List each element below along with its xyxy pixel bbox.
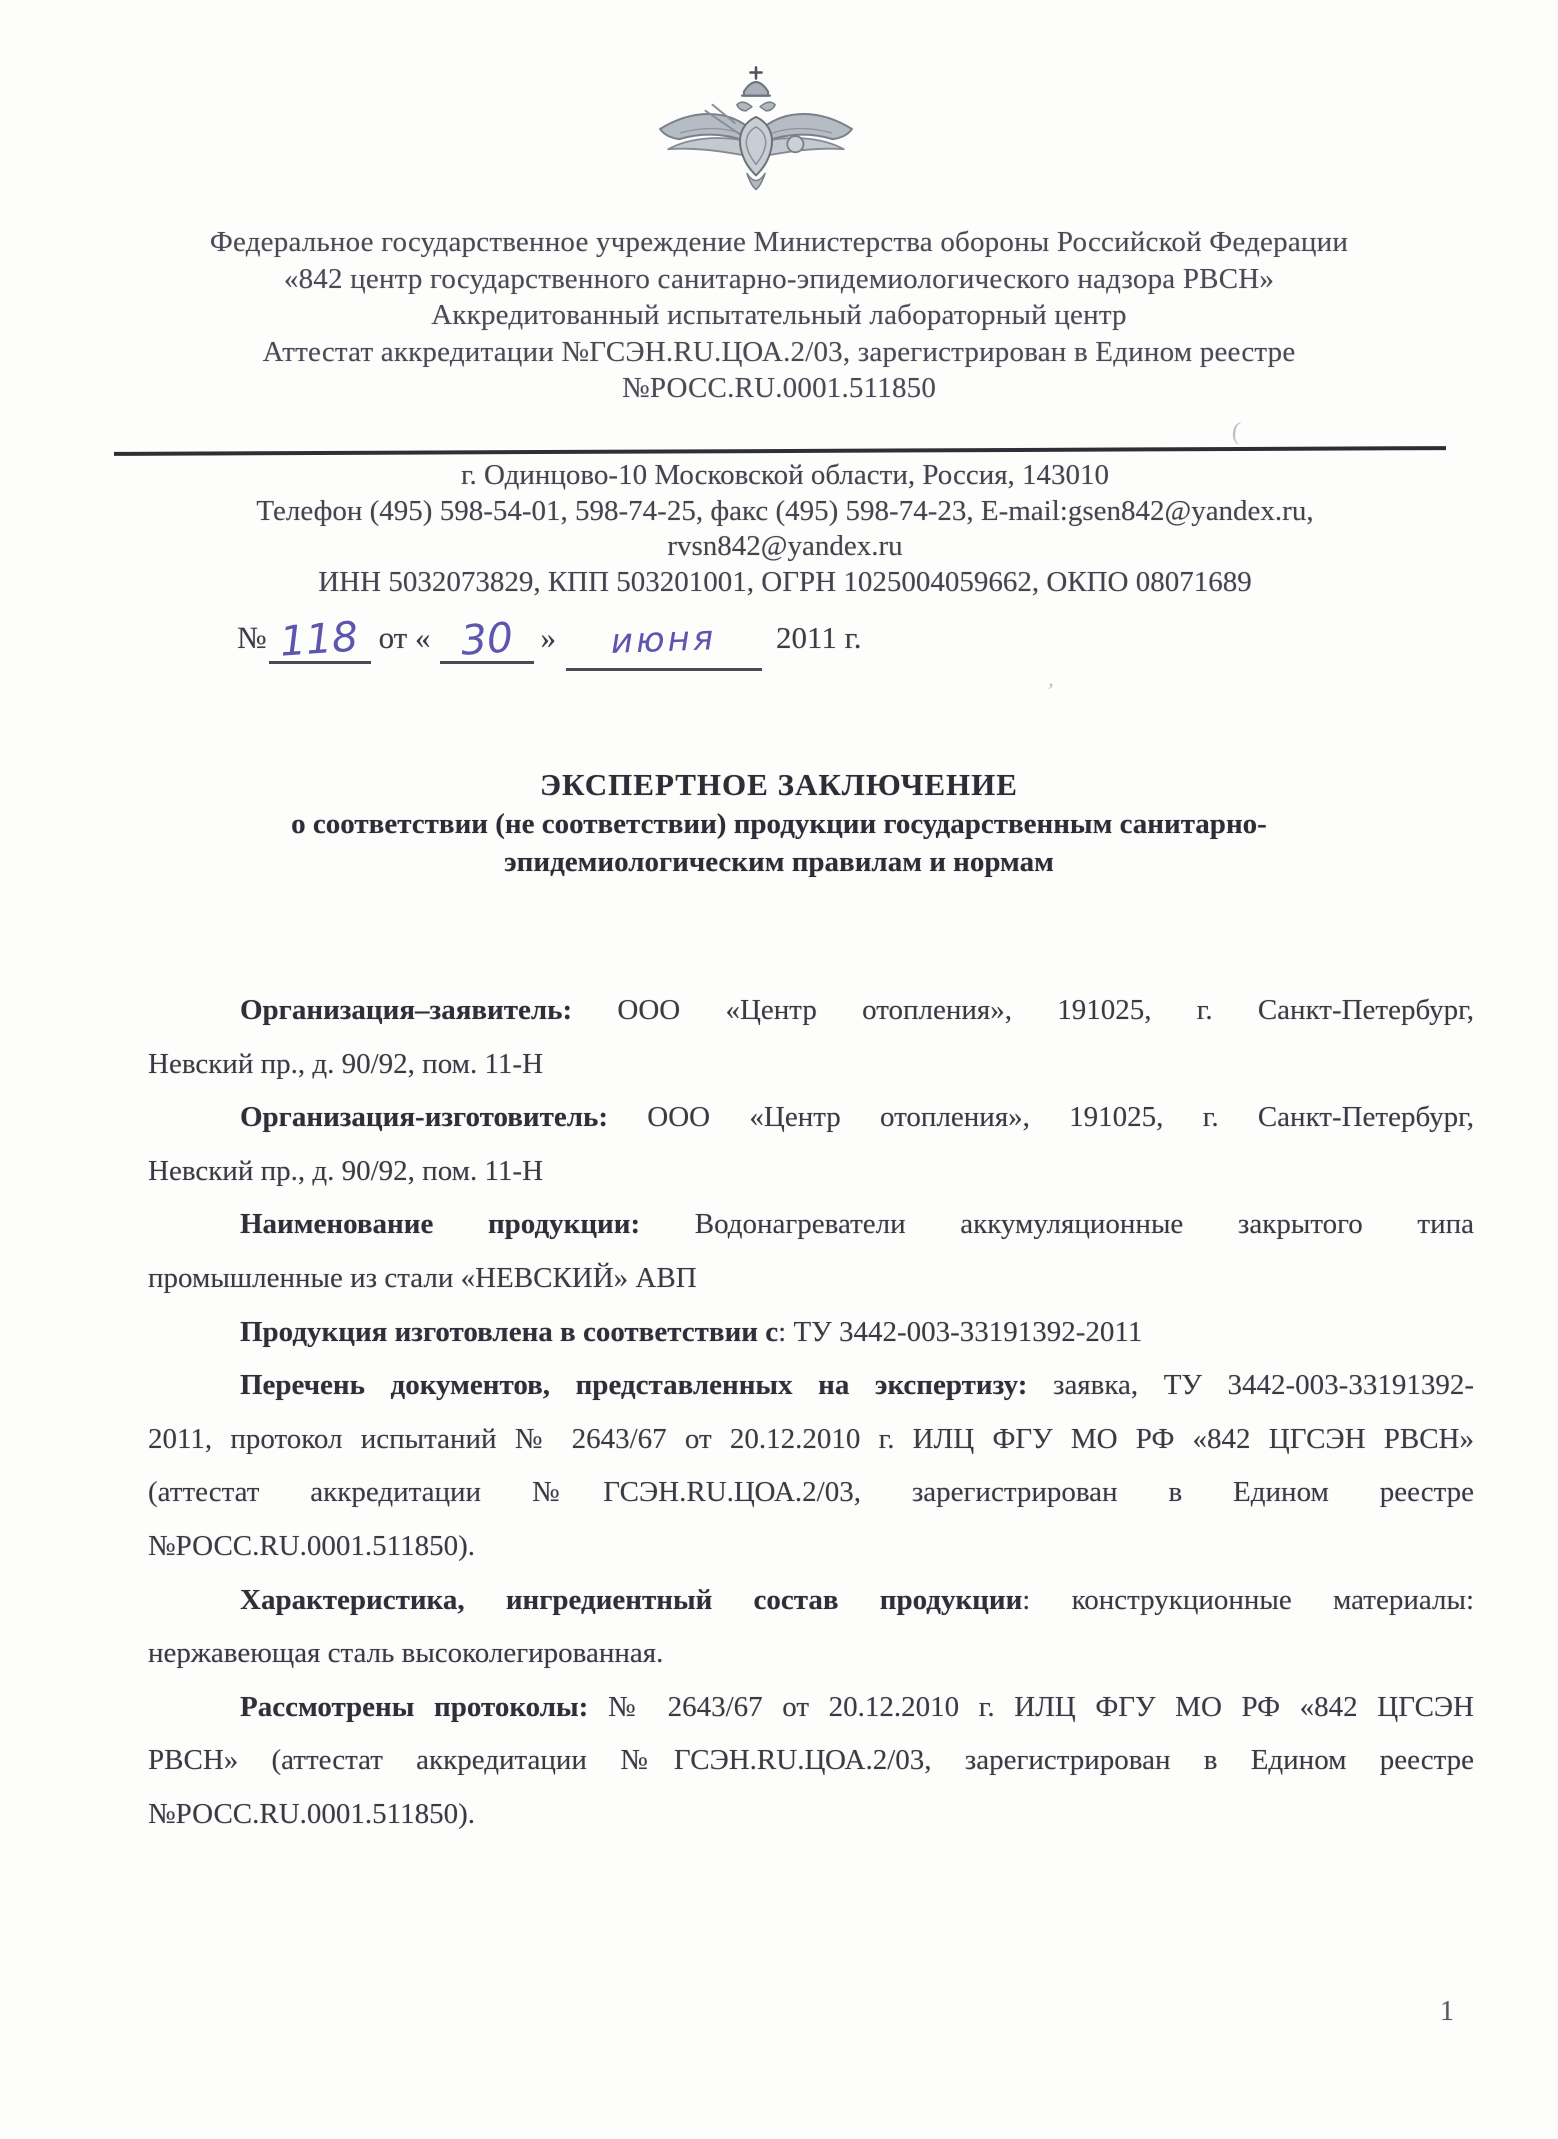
scan-artifact-mark: ʼ (1043, 677, 1056, 704)
body-line (148, 1252, 1474, 1306)
scan-artifact-mark: ( (1230, 417, 1242, 446)
body-line (148, 1788, 1474, 1842)
document-body (148, 984, 1474, 1842)
org-name-line: Федеральное государственное учреждение Министерства обороны Российской Федерации (209, 226, 1349, 258)
body-line (148, 1359, 1474, 1413)
day-blank-field (440, 613, 534, 665)
org-lab-line: Аккредитованный испытательный лабораторный центр (431, 299, 1127, 331)
body-line (148, 1413, 1474, 1467)
body-line (148, 1038, 1474, 1092)
body-line (148, 1627, 1474, 1681)
field-label-made-accordance: Продукция изготовлена в соответствии с (240, 1315, 779, 1348)
field-value: №РОСС.RU.0001.511850). (148, 1797, 476, 1830)
close-quote-text: » (540, 620, 556, 655)
letterhead-org-block (0, 224, 1558, 407)
field-label-manufacturer: Организация-изготовитель: (240, 1101, 609, 1134)
address-phone-line: Телефон (495) 598-54-01, 598-74-25, факс (495) 598-74-23, E-mail:gsen842@yandex.ru, (256, 494, 1314, 527)
org-accreditation-line: Аттестат аккредитации №ГСЭН.RU.ЦОА.2/03, зарегистрирован в Едином реестре (262, 335, 1296, 368)
field-value: Невский пр., д. 90/92, пом. 11-Н (148, 1047, 544, 1080)
from-open-quote-text: от « (378, 620, 431, 655)
number-sign: № (237, 620, 267, 655)
year-text: 2011 г. (775, 620, 862, 655)
address-inn-line: ИНН 5032073829, КПП 503201001, ОГРН 1025004059662, ОКПО 08071689 (318, 565, 1252, 598)
title-sub-line1: о соответствии (не соответствии) продукции государственным санитарно- (291, 807, 1267, 840)
letterhead-divider-rule (114, 446, 1446, 456)
body-line (148, 1091, 1474, 1145)
field-label-product-name: Наименование продукции: (240, 1208, 641, 1241)
field-label-characteristics: Характеристика, ингредиентный состав продукции (240, 1583, 1023, 1616)
field-label-protocols: Рассмотрены протоколы: (240, 1690, 589, 1723)
org-registry-number-line: №РОСС.RU.0001.511850 (621, 372, 937, 404)
body-line (148, 1734, 1474, 1788)
field-value: 2011, протокол испытаний № 2643/67 от 20.12.2010 г. ИЛЦ ФГУ МО РФ «842 ЦГСЭН РВСН» (148, 1422, 1474, 1455)
title-sub-line2: эпидемиологическим правилам и нормам (504, 846, 1054, 878)
field-value: РВСН» (аттестат аккредитации №ГСЭН.RU.ЦОА.2/03, зарегистрирован в Едином реестре (148, 1744, 1474, 1777)
field-value: ООО «Центр отопления», 191025, г. Санкт-Петербург, (608, 1101, 1474, 1134)
title-main: ЭКСПЕРТНОЕ ЗАКЛЮЧЕНИЕ (540, 767, 1018, 802)
body-line (148, 1306, 1474, 1360)
field-value: № 2643/67 от 20.12.2010 г. ИЛЦ ФГУ МО РФ «842 ЦГСЭН (588, 1690, 1475, 1723)
body-line (148, 1574, 1474, 1628)
doc-number-line (237, 612, 862, 671)
number-blank-field (269, 612, 371, 666)
body-line (148, 1681, 1474, 1735)
field-value: нержавеющая сталь высоколегированная. (148, 1637, 664, 1670)
field-value: (аттестат аккредитации №ГСЭН.RU.ЦОА.2/03, зарегистрирован в Едином реестре (148, 1476, 1474, 1509)
address-city-line: г. Одинцово-10 Московской области, Россия, 143010 (460, 459, 1110, 491)
field-label-applicant: Организация–заявитель: (240, 994, 573, 1026)
double-headed-eagle-emblem-icon (650, 64, 862, 194)
body-line (148, 984, 1474, 1038)
month-blank-field (566, 618, 762, 671)
page-number: 1 (1440, 1996, 1454, 2027)
field-value: Водонагреватели аккумуляционные закрытого типа (640, 1208, 1474, 1241)
handwritten-day: 30 (459, 613, 515, 665)
org-center-line: «842 центр государственного санитарно-эпидемиологического надзора РВСН» (283, 262, 1275, 295)
field-value: Невский пр., д. 90/92, пом. 11-Н (148, 1154, 544, 1187)
body-line (148, 1466, 1474, 1520)
handwritten-doc-number: 118 (278, 612, 361, 666)
field-value: промышленные из стали «НЕВСКИЙ» АВП (148, 1261, 697, 1294)
field-value: ООО «Центр отопления», 191025, г. Санкт-Петербург, (572, 994, 1474, 1026)
field-value: заявка, ТУ 3442-003-33191392- (1027, 1369, 1474, 1402)
eagle-emblem-svg (650, 64, 862, 194)
body-line (148, 1198, 1474, 1252)
field-value: : конструкционные материалы: (1022, 1583, 1474, 1616)
body-line (148, 1520, 1474, 1574)
field-value: : ТУ 3442-003-33191392-2011 (778, 1315, 1143, 1348)
body-line (148, 1145, 1474, 1199)
letterhead-address-block (40, 458, 1530, 600)
field-value: №РОСС.RU.0001.511850). (148, 1529, 476, 1562)
handwritten-month: июня (610, 618, 718, 662)
document-title-block (0, 766, 1558, 882)
address-email-line: rvsn842@yandex.ru (667, 530, 903, 562)
field-label-documents-list: Перечень документов, представленных на экспертизу: (240, 1369, 1028, 1402)
